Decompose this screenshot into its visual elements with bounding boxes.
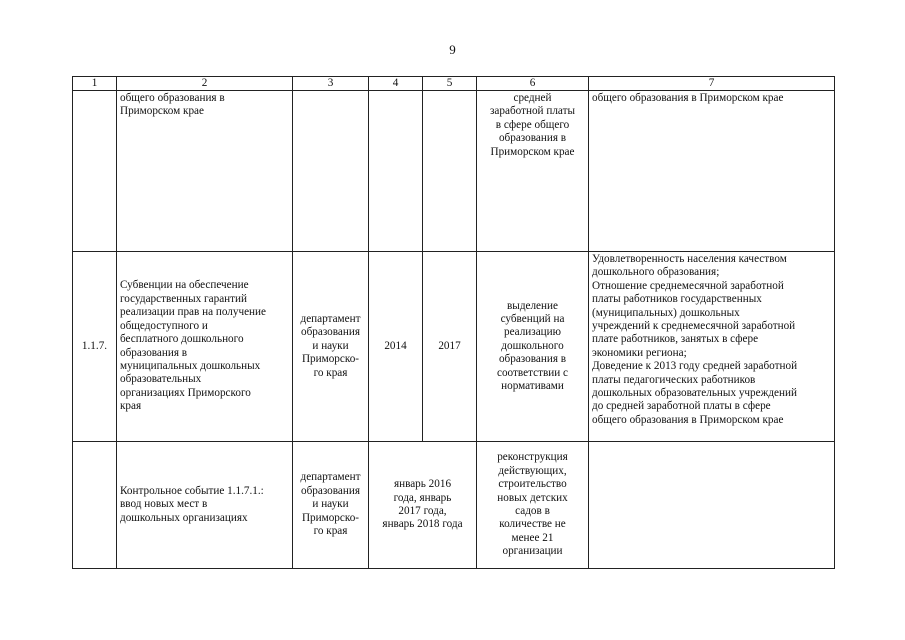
end-year-cell <box>423 91 477 252</box>
period-cell: январь 2016 года, январь 2017 года, январь 2018 года <box>369 442 477 569</box>
expected-result-cell: выделение субвенций на реализацию дошкольного образования в соответствии с нормативами <box>477 252 589 442</box>
program-activities-table <box>72 76 835 569</box>
header-cell-2: 2 <box>117 77 293 91</box>
header-cell-7: 7 <box>589 77 835 91</box>
start-year-cell: 2014 <box>369 252 423 442</box>
indicators-cell: общего образования в Приморском крае <box>589 91 835 252</box>
indicators-cell <box>589 442 835 569</box>
end-year-cell: 2017 <box>423 252 477 442</box>
header-cell-1: 1 <box>73 77 117 91</box>
page-number: 9 <box>449 42 456 57</box>
header-cell-4: 4 <box>369 77 423 91</box>
executor-cell <box>293 91 369 252</box>
header-cell-3: 3 <box>293 77 369 91</box>
row-number-cell: 1.1.7. <box>73 252 117 442</box>
executor-cell: департамент образования и науки Приморско- го края <box>293 442 369 569</box>
table-row <box>73 442 835 569</box>
activity-name-cell: Субвенции на обеспечение государственных гарантий реализации прав на получение общедоступного и бесплатного дошкольного образования в муниципальных дошкольных образовательных организациях Приморского края <box>117 252 293 442</box>
row-number-cell <box>73 442 117 569</box>
expected-result-cell: средней заработной платы в сфере общего образования в Приморском крае <box>477 91 589 252</box>
table-header-row <box>73 77 835 91</box>
executor-cell: департамент образования и науки Приморско- го края <box>293 252 369 442</box>
expected-result-cell: реконструкция действующих, строительство новых детских садов в количестве не менее 21 организации <box>477 442 589 569</box>
indicators-cell: Удовлетворенность населения качеством дошкольного образования; Отношение среднемесячной заработной платы работников государственных (муниципальных) дошкольных учреждений к среднемесячной заработной плате работников, занятых в сфере экономики региона; Доведение к 2013 году средней заработной платы педагогических работников дошкольных образовательных учреждений до средней заработной платы в сфере общего образования в Приморском крае <box>589 252 835 442</box>
header-cell-5: 5 <box>423 77 477 91</box>
activity-name-cell: общего образования в Приморском крае <box>117 91 293 252</box>
header-cell-6: 6 <box>477 77 589 91</box>
row-number-cell <box>73 91 117 252</box>
table-row <box>73 91 835 252</box>
table-row <box>73 252 835 442</box>
activity-name-cell: Контрольное событие 1.1.7.1.: ввод новых мест в дошкольных организациях <box>117 442 293 569</box>
start-year-cell <box>369 91 423 252</box>
